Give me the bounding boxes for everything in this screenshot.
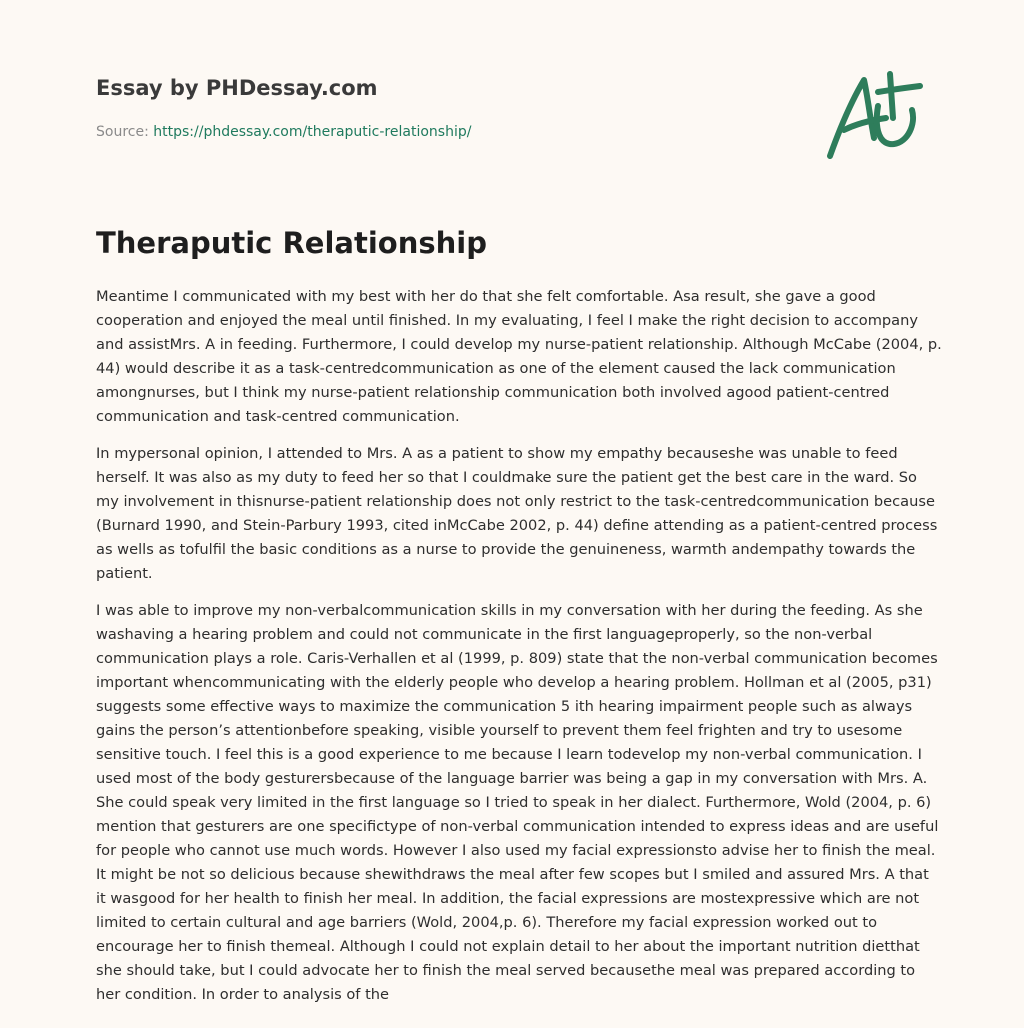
a-plus-grade-icon xyxy=(820,68,930,164)
source-link[interactable]: https://phdessay.com/theraputic-relationship/ xyxy=(153,124,472,140)
essay-paragraph: In mypersonal opinion, I attended to Mrs. A as a patient to show my empathy becauseshe was unable to feed herself. It was also as my duty to feed her so that I couldmake sure the patient get the best care in the ward. So my involvement in thisnurse-patient relationship does not only restrict to the task-centredcommunication because (Burnard 1990, and Stein-Parbury 1993, cited inMcCabe 2002, p. 44) define attending as a patient-centred process as wells as tofulfil the basic conditions as a nurse to provide the genuineness, warmth andempathy towards the patient. xyxy=(96,445,938,582)
source-line xyxy=(96,124,471,140)
essay-paragraph: I was able to improve my non-verbalcommunication skills in my conversation with her during the feeding. As she washaving a hearing problem and could not communicate in the first languageproperly, so the non-verbal communication plays a role. Caris-Verhallen et al (1999, p. 809) state that the non-verbal communication becomes important whencommunicating with the elderly people who develop a hearing problem. Hollman et al (2005, p31) suggests some effective ways to maximize the communication 5 ith hearing impairment people such as always gains the person’s attentionbefore speaking, visible yourself to prevent them feel frighten and try to usesome sensitive touch. I feel this is a good experience to me because I learn todevelop my non-verbal communication. I used most of the body gesturersbecause of the language barrier was being a gap in my conversation with Mrs. A. She could speak very limited in the first language so I tried to speak in her dialect. Furthermore, Wold (2004, p. 6) mention that gesturers are one specifictype of non-verbal communication intended to express ideas and are useful for people who cannot use much words. However I also used my facial expressionsto advise her to finish the meal. It might be not so delicious because shewithdraws the meal after few scopes but I smiled and assured Mrs. A that it wasgood for her health to finish her meal. In addition, the facial expressions are mostexpressive which are not limited to certain cultural and age barriers (Wold, 2004,p. 6). Therefore my facial expression worked out to encourage her to finish themeal. Although I could not explain detail to her about the important nutrition dietthat she should take, but I could advocate her to finish the meal served becausethe meal was prepared according to her condition. In order to analysis of the xyxy=(96,602,939,1003)
source-label: Source: xyxy=(96,124,149,140)
site-title: Essay by PHDessay.com xyxy=(96,76,378,100)
essay-title: Theraputic Relationship xyxy=(96,226,487,260)
essay-body xyxy=(96,285,942,1020)
essay-paragraph: Meantime I communicated with my best with her do that she felt comfortable. Asa result, she gave a good cooperation and enjoyed the meal until finished. In my evaluating, I feel I make the right decision to accompany and assistMrs. A in feeding. Furthermore, I could develop my nurse-patient relationship. Although McCabe (2004, p. 44) would describe it as a task-centredcommunication as one of the element caused the lack communication amongnurses, but I think my nurse-patient relationship communication both involved agood patient-centred communication and task-centred communication. xyxy=(96,288,942,425)
